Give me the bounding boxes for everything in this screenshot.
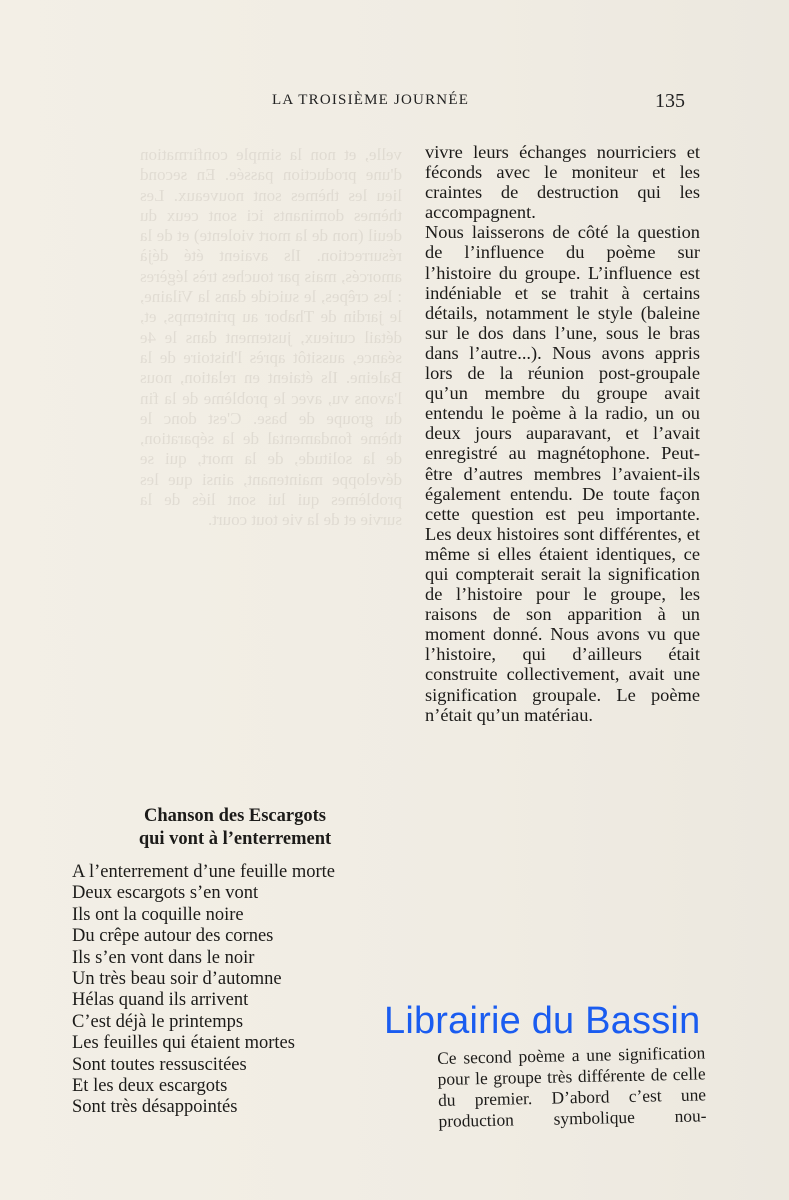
poem-line: Hélas quand ils arrivent: [72, 990, 249, 1011]
poem-line: A l’enterrement d’une feuille morte: [72, 862, 336, 882]
page-number: 135: [655, 90, 685, 112]
poem-title-line: qui vont à l’enterrement: [138, 829, 332, 849]
poem-line: Ils s’en vont dans le noir: [72, 947, 255, 968]
right-column-bottom-text: [437, 1042, 707, 1132]
poem-line: Deux escargots s’en vont: [72, 883, 259, 904]
poem-line: Un très beau soir d’automne: [72, 969, 282, 990]
poem-title: [70, 805, 400, 851]
paragraph: Nous laisserons de côté la question de l’influence du poème sur l’histoire du groupe. L’influence est indéniable et se trahit à certains détails, notamment le style (baleine sur le dos dans l’une, sous le bras dans l’autre...). Nous avons appris lors de la réunion post-groupale qu’un membre du groupe avait entendu le poème à la radio, un ou deux jours auparavant, et l’avait enregistré au magnétophone. Peut-être d’autres membres l’avaient-ils également entendu. De toute façon cette question est peu importante. Les deux histoires sont différentes, et même si elles étaient identiques, ce qui compterait serait la signification de l’histoire pour le groupe, les raisons de son apparition à un moment donné. Nous avons vu que l’histoire, qui d’ailleurs était construite collectivement, avait une signification groupale. Le poème n’était qu’un matériau.: [425, 222, 700, 725]
paragraph: vivre leurs échanges nourriciers et féconds avec le moniteur et les craintes de destruction qui les accompagnent.: [425, 142, 700, 223]
poem-title-line: Chanson des Escargots: [144, 806, 326, 826]
poem-line: Ils ont la coquille noire: [72, 904, 244, 925]
poem-line: Les feuilles qui étaient mortes: [72, 1033, 295, 1054]
poem-line: Du crêpe autour des cornes: [72, 926, 274, 947]
poem-line: Sont très désappointés: [72, 1097, 238, 1118]
poem-body: [72, 862, 392, 1119]
paragraph: Ce second poème a une signification pour le groupe très différente de celle du premier. D’abord c’est une production symbolique nou-: [437, 1042, 707, 1131]
bookseller-watermark: Librairie du Bassin: [384, 1000, 701, 1042]
poem-line: Sont toutes ressuscitées: [72, 1054, 247, 1075]
poem-line: Et les deux escargots: [72, 1076, 228, 1097]
poem-line: C’est déjà le printemps: [72, 1011, 244, 1032]
bleed-through-text: velle, et non la simple confirmation d'une production passée. En second lieu les thèmes sont nouveaux. Les thèmes dominants ici sont ceux du deuil (non de la mort violente) et de la résurrection. Ils avaient été déjà amorcés, mais par touches très légères : les crêpes, le suicide dans la Vilaine, le jardin de Thabor au printemps, et, détail curieux, justement dans le 4e séance, aussitôt après l'histoire de la Baleine. Ils étaient en relation, nous l'avons vu, avec le problème de la fin du groupe de base. C'est donc le thème fondamental de la séparation, de la solitude, de la mort, qui se développe maintenant, ainsi que les problèmes qui lui sont liés de la survie et de la vie tout court.: [140, 145, 402, 530]
running-head: LA TROISIÈME JOURNÉE: [272, 92, 470, 108]
right-column-text: [425, 142, 700, 725]
